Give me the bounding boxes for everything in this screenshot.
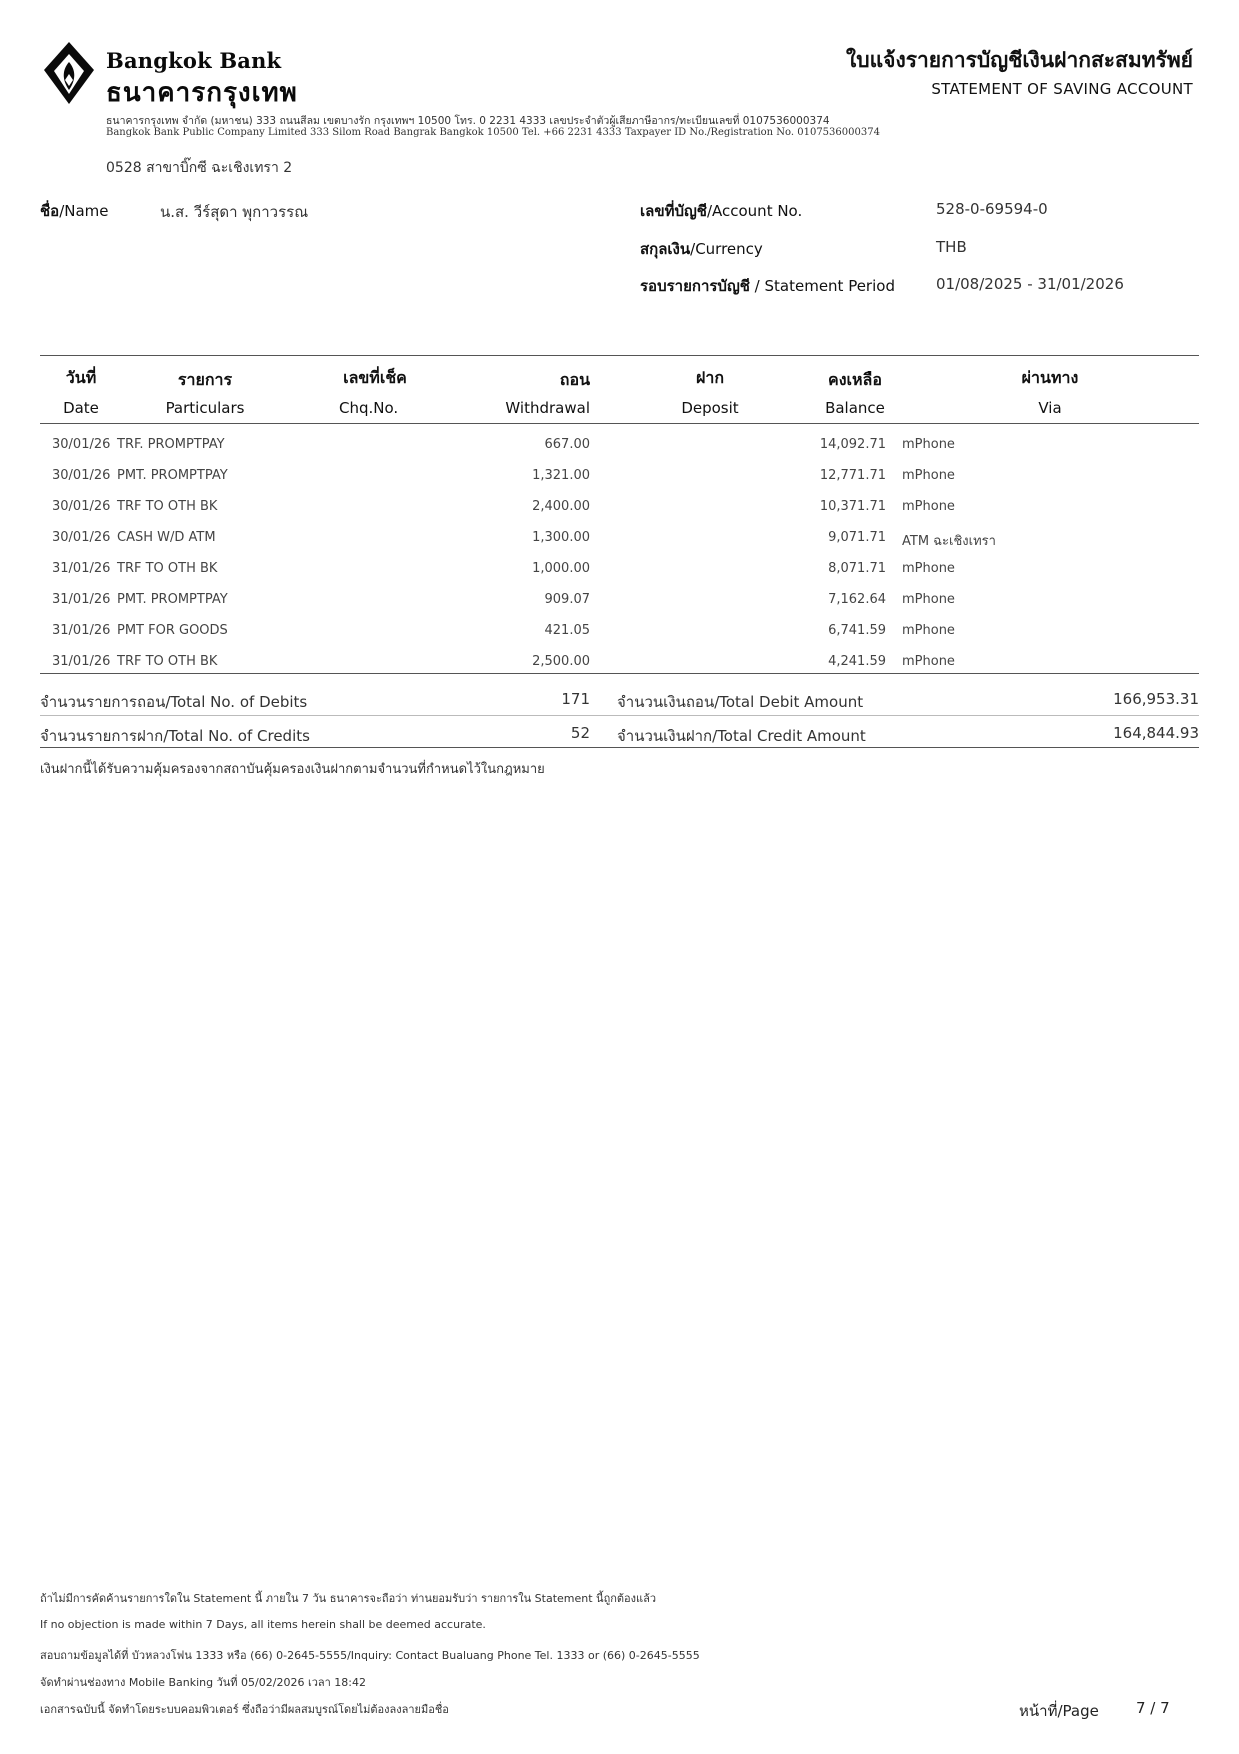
row-particulars: TRF. PROMPTPAY — [117, 437, 225, 452]
row-balance: 4,241.59 — [828, 654, 886, 669]
page-number: 7 / 7 — [1136, 1699, 1170, 1717]
row-date: 30/01/26 — [52, 468, 111, 483]
footer-computer-generated: เอกสารฉบับนี้ จัดทำโดยระบบคอมพิวเตอร์ ซึ่งถือว่ามีผลสมบูรณ์โดยไม่ต้องลงลายมือชื่อ — [40, 1703, 449, 1716]
col-header-deposit-th: ฝาก — [695, 368, 725, 387]
row-via: mPhone — [902, 499, 955, 514]
row-particulars: TRF TO OTH BK — [117, 654, 218, 669]
table-row — [0, 499, 1239, 519]
bank-address-th: ธนาคารกรุงเทพ จำกัด (มหาชน) 333 ถนนสีลม เขตบางรัก กรุงเทพฯ 10500 โทร. 0 2231 4333 เลขประจำตัวผู้เสียภาษีอากร/ทะเบียนเลขที่ 0107536000374 — [106, 115, 830, 127]
row-withdrawal: 1,000.00 — [532, 561, 590, 576]
statement-period: 01/08/2025 - 31/01/2026 — [936, 275, 1124, 293]
col-header-date-th: วันที่ — [65, 368, 97, 387]
row-via: ATM ฉะเชิงเทรา — [902, 534, 996, 549]
table-row — [0, 623, 1239, 643]
row-via: mPhone — [902, 561, 955, 576]
brand-name-en: Bangkok Bank — [106, 48, 282, 73]
footer-objection-th: ถ้าไม่มีการคัดค้านรายการใดใน Statement นี้ ภายใน 7 วัน ธนาคารจะถือว่า ท่านยอมรับว่า รายการใน Statement นี้ถูกต้องแล้ว — [40, 1592, 657, 1605]
col-header-date: Date — [63, 399, 99, 417]
table-top-rule — [40, 355, 1199, 356]
row-particulars: TRF TO OTH BK — [117, 499, 218, 514]
rows-bottom-rule — [40, 673, 1199, 674]
statement-period-label: รอบรายการบัญชี / Statement Period — [640, 277, 895, 295]
table-row — [0, 530, 1239, 550]
footer-objection-en: If no objection is made within 7 Days, all items herein shall be deemed accurate. — [40, 1618, 486, 1631]
page-label: หน้าที่/Page — [1019, 1702, 1099, 1720]
account-number-label: เลขที่บัญชี/Account No. — [640, 202, 803, 220]
total-debits-label: จำนวนรายการถอน/Total No. of Debits — [40, 693, 308, 711]
row-date: 31/01/26 — [52, 561, 111, 576]
table-row — [0, 437, 1239, 457]
total-credits-count: 52 — [570, 724, 590, 742]
col-header-deposit: Deposit — [681, 399, 739, 417]
bank-address-en: Bangkok Bank Public Company Limited 333 Silom Road Bangrak Bangkok 10500 Tel. +66 2231 4333 Taxpayer ID No./Registration No. 0107536000374 — [106, 127, 880, 138]
table-row — [0, 468, 1239, 488]
col-header-particulars: Particulars — [165, 399, 245, 417]
col-header-balance: Balance — [825, 399, 885, 417]
total-debit-amount: 166,953.31 — [1113, 690, 1199, 708]
name-label: ชื่อ/Name — [40, 202, 109, 220]
account-holder-name: น.ส. วีร์สุดา พุกาวรรณ — [160, 203, 309, 221]
row-withdrawal: 421.05 — [544, 623, 590, 638]
row-date: 31/01/26 — [52, 592, 111, 607]
deposit-protection-note: เงินฝากนี้ได้รับความคุ้มครองจากสถาบันคุ้มครองเงินฝากตามจำนวนที่กำหนดไว้ในกฎหมาย — [40, 762, 545, 777]
branch-name: 0528 สาขาบิ๊กซี ฉะเชิงเทรา 2 — [106, 160, 293, 176]
currency-label: สกุลเงิน/Currency — [640, 240, 763, 258]
document-title-en: STATEMENT OF SAVING ACCOUNT — [931, 80, 1193, 98]
col-header-chq-th: เลขที่เช็ค — [343, 368, 407, 387]
total-debits-count: 171 — [561, 690, 590, 708]
col-header-withdrawal: Withdrawal — [505, 399, 590, 417]
row-date: 30/01/26 — [52, 437, 111, 452]
total-debit-amount-label: จำนวนเงินถอน/Total Debit Amount — [617, 693, 864, 711]
row-withdrawal: 2,400.00 — [532, 499, 590, 514]
row-balance: 12,771.71 — [819, 468, 886, 483]
footer-generated-via: จัดทำผ่านช่องทาง Mobile Banking วันที่ 05/02/2026 เวลา 18:42 — [40, 1676, 367, 1689]
row-balance: 9,071.71 — [828, 530, 886, 545]
col-header-particulars-th: รายการ — [177, 370, 233, 389]
col-header-balance-th: คงเหลือ — [828, 370, 882, 389]
row-particulars: CASH W/D ATM — [117, 530, 216, 545]
row-date: 30/01/26 — [52, 530, 111, 545]
col-header-via-th: ผ่านทาง — [1021, 368, 1079, 387]
row-withdrawal: 2,500.00 — [532, 654, 590, 669]
row-balance: 14,092.71 — [819, 437, 886, 452]
row-via: mPhone — [902, 468, 955, 483]
row-withdrawal: 1,300.00 — [532, 530, 590, 545]
table-row — [0, 561, 1239, 581]
col-header-via: Via — [1038, 399, 1062, 417]
row-via: mPhone — [902, 654, 955, 669]
currency-value: THB — [936, 238, 967, 256]
brand-name-th: ธนาคารกรุงเทพ — [106, 78, 298, 108]
account-number: 528-0-69594-0 — [936, 200, 1048, 218]
col-header-chq: Chq.No. — [339, 399, 399, 417]
total-credit-amount: 164,844.93 — [1113, 724, 1199, 742]
row-withdrawal: 667.00 — [544, 437, 590, 452]
header-bottom-rule — [40, 423, 1199, 424]
row-balance: 10,371.71 — [819, 499, 886, 514]
footer-inquiry: สอบถามข้อมูลได้ที่ บัวหลวงโฟน 1333 หรือ (66) 0-2645-5555/Inquiry: Contact Bualuang Phone Tel. 1333 or (66) 0-2645-5555 — [40, 1649, 700, 1662]
col-header-withdrawal-th: ถอน — [559, 370, 590, 389]
row-particulars: PMT FOR GOODS — [117, 623, 228, 638]
row-date: 31/01/26 — [52, 623, 111, 638]
summary-mid-rule — [40, 715, 1199, 716]
row-date: 31/01/26 — [52, 654, 111, 669]
row-date: 30/01/26 — [52, 499, 111, 514]
row-balance: 7,162.64 — [828, 592, 886, 607]
document-title-th: ใบแจ้งรายการบัญชีเงินฝากสะสมทรัพย์ — [846, 48, 1193, 72]
row-particulars: TRF TO OTH BK — [117, 561, 218, 576]
table-row — [0, 592, 1239, 612]
table-row — [0, 654, 1239, 674]
summary-bottom-rule — [40, 747, 1199, 748]
total-credits-label: จำนวนรายการฝาก/Total No. of Credits — [40, 727, 310, 745]
row-balance: 8,071.71 — [828, 561, 886, 576]
row-withdrawal: 909.07 — [544, 592, 590, 607]
row-via: mPhone — [902, 623, 955, 638]
row-via: mPhone — [902, 592, 955, 607]
row-via: mPhone — [902, 437, 955, 452]
row-withdrawal: 1,321.00 — [532, 468, 590, 483]
row-particulars: PMT. PROMPTPAY — [117, 592, 228, 607]
row-balance: 6,741.59 — [828, 623, 886, 638]
bangkok-bank-logo-icon — [40, 40, 98, 106]
total-credit-amount-label: จำนวนเงินฝาก/Total Credit Amount — [617, 727, 866, 745]
row-particulars: PMT. PROMPTPAY — [117, 468, 228, 483]
